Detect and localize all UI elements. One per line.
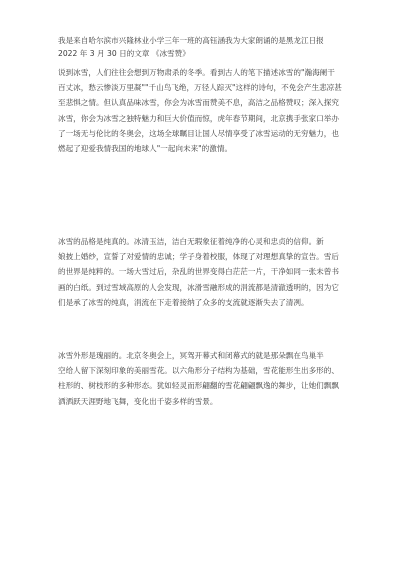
paragraph-line: 说到冰雪，人们往往会想到万物肃杀的冬季。看到古人的笔下描述冰雪的"瀚海阑干	[58, 68, 335, 77]
paragraph-line: 冰雪外形是瑰丽的。北京冬奥会上，冥驾开幕式和闭幕式的就是那朵飘在鸟巢半	[58, 351, 324, 360]
paragraph-line: 冰雪的品格是纯真的。冰清玉洁，洁白无瑕象征着纯净的心灵和忠贞的信仰。新	[58, 237, 324, 246]
paragraph-line: 百丈冰，愁云惨淡万里凝""千山鸟飞绝，万径人踪灭"这样的诗句，不免会产生悲凉甚	[58, 83, 342, 93]
article-date-title: 2022 年 3 月 30 日的文章 《冰雪赞》	[58, 49, 190, 59]
paragraph-line: 了一场无与伦比的冬奥会，这场全球瞩目让国人尽情享受了冰雪运动的无穷魅力，也	[58, 128, 339, 138]
intro-line: 我是来自哈尔滨市兴隆林业小学三年一班的高钰涵我为大家朗诵的是黑龙江日报	[58, 36, 324, 45]
intro-header	[58, 34, 358, 61]
paragraph-line: 娘披上婚纱，宣誓了对爱情的忠诚；学子身着校服，体现了对理想真挚的宣告。雪后	[58, 252, 339, 262]
paragraph-line: 的世界是纯粹的。一场大雪过后，杂乱的世界变得白茫茫一片，干净如同一张未曾书	[58, 267, 339, 277]
paragraph-line: 画的白纸。到过雪域高原的人会发现，冰滑雪融形成的涓流都是清澈透明的，因为它	[58, 282, 339, 292]
paragraph-line: 们是承了冰雪的纯真，涓流在下走着接纳了众多的支流就逐渐失去了清冽。	[58, 297, 309, 307]
paragraph-2	[58, 234, 364, 310]
paragraph-1	[58, 65, 364, 156]
paragraph-line: 冰雪，你会为冰雪之独特魅力和巨大价值而惊，虎年春节期间，北京携手张家口举办	[58, 113, 339, 123]
paragraph-3	[58, 348, 364, 409]
paragraph-line: 洒洒跃天涯野地飞舞，变化出千姿多样的雪景。	[58, 396, 218, 406]
paragraph-line: 空给人留下深刻印象的美丽雪花。以六角形分子结构为基础，雪花能形生出多形的、	[58, 366, 339, 376]
paragraph-line: 燃起了迎爱我情我国的地球人"一起向未来"的激情。	[58, 144, 233, 154]
paragraph-line: 至悲惧之情。但认真品味冰雪，你会为冰雪而赞美不息，高洁之品格赞叹；深入探究	[58, 98, 339, 108]
paragraph-line: 柱形的、树枝形的多种形态。犹如轻灵而形翩翻的雪花翩翩飘逸的舞步，让她们飘飘	[58, 381, 339, 391]
